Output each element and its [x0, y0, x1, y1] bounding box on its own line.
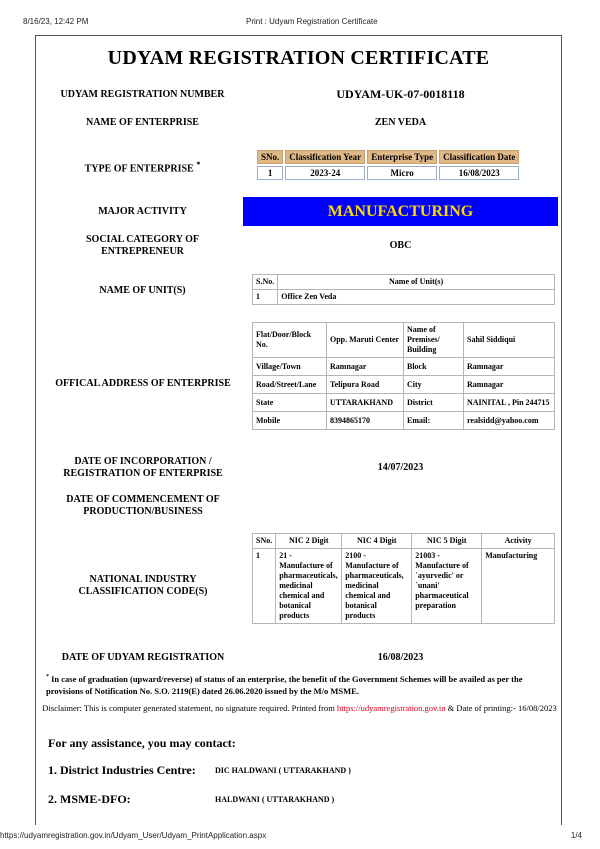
udyam-registration-date-label: DATE OF UDYAM REGISTRATION [61, 652, 225, 663]
asterisk-marker: * [196, 160, 201, 169]
social-category-value: OBC [389, 240, 412, 251]
table-cell: District [404, 394, 464, 412]
official-address-table [252, 322, 555, 430]
table-cell: Road/Street/Lane [253, 376, 327, 394]
table-cell: City [404, 376, 464, 394]
table-row [257, 166, 519, 180]
column-header: SNo. [257, 150, 283, 164]
table-cell: Ramnagar [327, 358, 404, 376]
column-header: Classification Year [285, 150, 365, 164]
print-timestamp: 8/16/23, 12:42 PM [23, 17, 89, 26]
enterprise-type-table [255, 148, 521, 182]
certificate-frame [35, 35, 562, 825]
table-cell: State [253, 394, 327, 412]
table-cell: Manufacturing [482, 549, 555, 624]
table-row [253, 412, 555, 430]
column-header: Enterprise Type [367, 150, 437, 164]
column-header: NIC 2 Digit [276, 534, 342, 549]
incorporation-date-value: 14/07/2023 [377, 462, 424, 473]
disclaimer: Disclaimer: This is computer generated statement, no signature required. Printed from https://udyamregistration.gov.in & Date of printing:- 16/08/2023 [42, 703, 557, 713]
nic-codes-label: NATIONAL INDUSTRY CLASSIFICATION CODE(S) [78, 574, 208, 597]
udyam-registration-date-value: 16/08/2023 [377, 652, 424, 663]
table-cell: Flat/Door/Block No. [253, 323, 327, 358]
major-activity-banner: MANUFACTURING [243, 197, 558, 226]
table-cell: Mobile [253, 412, 327, 430]
print-footer [0, 809, 600, 849]
table-cell: Micro [367, 166, 437, 180]
table-cell: 2023-24 [285, 166, 365, 180]
table-row [253, 358, 555, 376]
mobile-number: 8394865170 [327, 412, 404, 430]
table-cell: Telipura Road [327, 376, 404, 394]
table-cell: 21003 - Manufacture of `ayurvedic' or `unani' pharmaceutical preparation [412, 549, 482, 624]
email-address: realsidd@yahoo.com [464, 412, 555, 430]
table-row [253, 549, 555, 624]
table-cell: 2100 - Manufacture of pharmaceuticals, medicinal chemical and botanical products [342, 549, 412, 624]
enterprise-name-label: NAME OF ENTERPRISE [86, 117, 199, 128]
column-header: S.No. [253, 275, 278, 290]
units-table [252, 274, 555, 305]
table-cell: 1 [253, 290, 278, 305]
page-number: 1/4 [570, 831, 582, 840]
table-cell: UTTARAKHAND [327, 394, 404, 412]
column-header: Name of Unit(s) [278, 275, 555, 290]
official-address-label: OFFICAL ADDRESS OF ENTERPRISE [55, 378, 231, 389]
udyam-portal-link[interactable]: https://udyamregistration.gov.in [336, 703, 446, 713]
table-row [253, 376, 555, 394]
certificate-title: UDYAM REGISTRATION CERTIFICATE [107, 47, 490, 69]
table-cell: Ramnagar [464, 376, 555, 394]
assistance-heading: For any assistance, you may contact: [48, 736, 236, 750]
incorporation-date-label: DATE OF INCORPORATION / REGISTRATION OF ENTERPRISE [63, 456, 223, 479]
registration-number-value: UDYAM-UK-07-0018118 [336, 87, 465, 101]
table-row [253, 394, 555, 412]
nic-codes-table [252, 533, 555, 624]
table-cell: Email: [404, 412, 464, 430]
table-cell: 1 [253, 549, 276, 624]
column-header: NIC 5 Digit [412, 534, 482, 549]
column-header: NIC 4 Digit [342, 534, 412, 549]
print-header [0, 0, 600, 30]
registration-number-label: UDYAM REGISTRATION NUMBER [60, 89, 225, 100]
table-cell: Name of Premises/ Building [404, 323, 464, 358]
table-cell: NAINITAL , Pin 244715 [464, 394, 555, 412]
table-cell: 16/08/2023 [439, 166, 519, 180]
print-url: https://udyamregistration.gov.in/Udyam_User/Udyam_PrintApplication.aspx [0, 831, 267, 840]
column-header: SNo. [253, 534, 276, 549]
major-activity-label: MAJOR ACTIVITY [98, 206, 187, 217]
table-row [253, 290, 555, 305]
graduation-note: * In case of graduation (upward/reverse) of status of an enterprise, the benefit of the Government Schemes will be availed as per the provisions of Notification No. S.O. 2119(E) dated 26.06.2020 issued by the M/o MSME. [46, 673, 523, 696]
table-cell: Opp. Maruti Center [327, 323, 404, 358]
table-cell: Ramnagar [464, 358, 555, 376]
table-cell: Sahil Siddiqui [464, 323, 555, 358]
table-cell: 21 - Manufacture of pharmaceuticals, medicinal chemical and botanical products [276, 549, 342, 624]
column-header: Classification Date [439, 150, 519, 164]
units-label: NAME OF UNIT(S) [99, 285, 186, 296]
table-cell: 1 [257, 166, 283, 180]
social-category-label: SOCIAL CATEGORY OF ENTREPRENEUR [86, 234, 199, 257]
dic-contact-label: 1. District Industries Centre: [48, 763, 196, 777]
asterisk-marker: * [46, 674, 49, 680]
table-cell: Office Zen Veda [278, 290, 555, 305]
table-cell: Village/Town [253, 358, 327, 376]
print-page-title: Print : Udyam Registration Certificate [246, 17, 378, 26]
table-row [253, 323, 555, 358]
enterprise-name-value: ZEN VEDA [374, 117, 427, 128]
commencement-date-label: DATE OF COMMENCEMENT OF PRODUCTION/BUSINESS [66, 494, 220, 517]
column-header: Activity [482, 534, 555, 549]
msme-dfo-contact-label: 2. MSME-DFO: [48, 792, 131, 806]
enterprise-type-label: TYPE OF ENTERPRISE * [84, 160, 201, 175]
table-cell: Block [404, 358, 464, 376]
msme-dfo-contact-value: HALDWANI ( UTTARAKHAND ) [215, 795, 335, 804]
dic-contact-value: DIC HALDWANI ( UTTARAKHAND ) [215, 766, 351, 775]
